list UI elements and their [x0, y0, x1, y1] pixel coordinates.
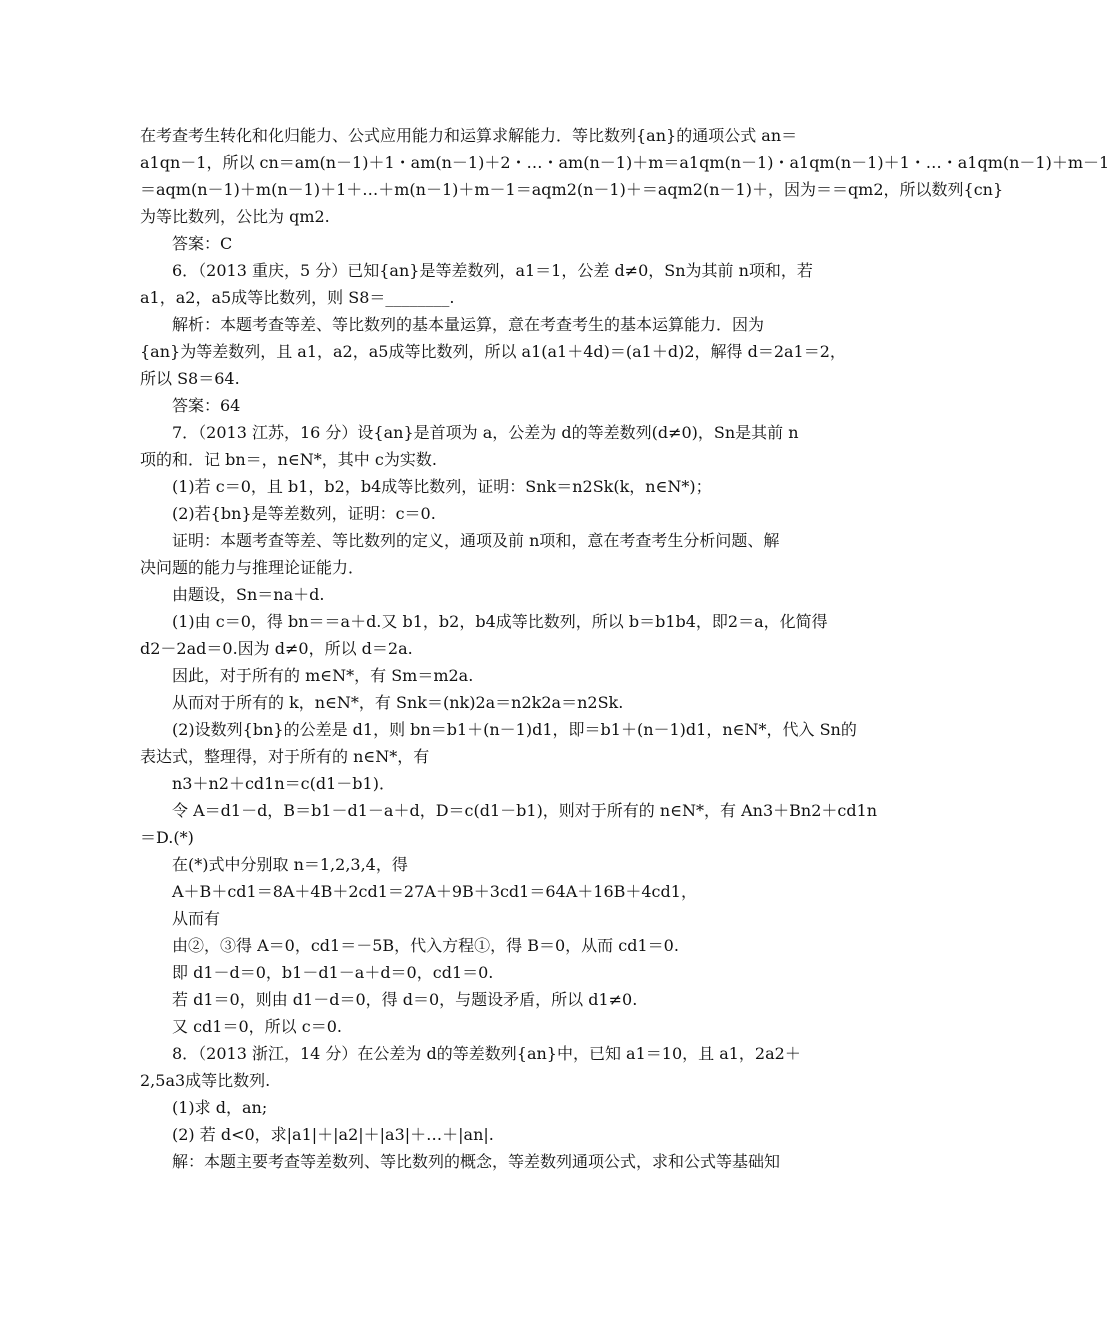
- text-line: 项的和．记 bn＝，n∈N*，其中 c为实数.: [140, 450, 437, 469]
- solution-line: 解析：本题考查等差、等比数列的基本量运算，意在考查考生的基本运算能力．因为: [172, 315, 765, 334]
- text-line: 在考查考生转化和化归能力、公式应用能力和运算求解能力．等比数列{an}的通项公式 an＝: [140, 126, 798, 145]
- text-line: n3＋n2＋cd1n＝c(d1－b1)．: [172, 774, 395, 793]
- text-line: 令 A＝d1－d，B＝b1－d1－a＋d，D＝c(d1－b1)，则对于所有的 n∈N*，有 An3＋Bn2＋cd1n: [172, 801, 878, 820]
- question-8: 8．（2013 浙江，14 分）在公差为 d的等差数列{an}中，已知 a1＝10，且 a1，2a2＋: [172, 1044, 801, 1063]
- answer-line: 答案：C: [172, 234, 233, 253]
- text-line: a1qn－1，所以 cn＝am(n－1)＋1・am(n－1)＋2・…・am(n－1)＋m＝a1qm(n－1)・a1qm(n－1)＋1・…・a1qm(n－1)＋m－1: [140, 153, 1109, 172]
- text-line: (2)若{bn}是等差数列，证明：c＝0.: [172, 504, 436, 523]
- text-line: 由②，③得 A＝0，cd1＝－5B，代入方程①，得 B＝0，从而 cd1＝0.: [172, 936, 679, 955]
- text-line: a1，a2，a5成等比数列，则 S8＝________.: [140, 288, 455, 307]
- answer-line: 答案：64: [172, 396, 241, 415]
- text-line: (2)设数列{bn}的公差是 d1，则 bn＝b1＋(n－1)d1，即＝b1＋(n－1)d1，n∈N*，代入 Sn的: [172, 720, 857, 739]
- text-line: 2,5a3成等比数列.: [140, 1071, 271, 1090]
- text-line: 在(*)式中分别取 n＝1,2,3,4，得: [172, 855, 408, 874]
- text-line: 为等比数列，公比为 qm2.: [140, 207, 330, 226]
- text-line: 表达式，整理得，对于所有的 n∈N*，有: [140, 747, 430, 766]
- text-line: 因此，对于所有的 m∈N*，有 Sm＝m2a.: [172, 666, 474, 685]
- text-line: 决问题的能力与推理论证能力．: [140, 558, 365, 577]
- proof-line: 证明：本题考查等差、等比数列的定义，通项及前 n项和，意在考查考生分析问题、解: [172, 531, 780, 550]
- text-line: A＋B＋cd1＝8A＋4B＋2cd1＝27A＋9B＋3cd1＝64A＋16B＋4cd1，: [172, 882, 697, 901]
- text-line: ＝aqm(n－1)＋m(n－1)＋1＋…＋m(n－1)＋m－1＝aqm2(n－1)＋＝aqm2(n－1)＋，因为＝＝qm2，所以数列{cn}: [140, 180, 1004, 199]
- text-line: 若 d1＝0，则由 d1－d＝0，得 d＝0，与题设矛盾，所以 d1≠0.: [172, 990, 638, 1009]
- text-line: (1)由 c＝0，得 bn＝＝a＋d.又 b1，b2，b4成等比数列，所以 b＝b1b4，即2＝a，化简得: [172, 612, 828, 631]
- text-line: 所以 S8＝64.: [140, 369, 240, 388]
- question-7: 7．（2013 江苏，16 分）设{an}是首项为 a，公差为 d的等差数列(d≠0)，Sn是其前 n: [172, 423, 799, 442]
- text-line: (2) 若 d<0，求|a1|＋|a2|＋|a3|＋…＋|an|.: [172, 1125, 494, 1144]
- text-line: {an}为等差数列，且 a1，a2，a5成等比数列，所以 a1(a1＋4d)＝(a1＋d)2，解得 d＝2a1＝2，: [140, 342, 846, 361]
- text-line: 又 cd1＝0，所以 c＝0.: [172, 1017, 342, 1036]
- text-line: ＝D.(*): [140, 828, 194, 847]
- question-6: 6．（2013 重庆，5 分）已知{an}是等差数列，a1＝1，公差 d≠0，Sn为其前 n项和，若: [172, 261, 813, 280]
- text-line: d2－2ad＝0.因为 d≠0，所以 d＝2a.: [140, 639, 413, 658]
- text-line: 从而对于所有的 k，n∈N*，有 Snk＝(nk)2a＝n2k2a＝n2Sk.: [172, 693, 624, 712]
- text-line: 从而有: [172, 909, 221, 928]
- text-line: (1)若 c＝0，且 b1，b2，b4成等比数列，证明：Snk＝n2Sk(k，n∈N*)；: [172, 477, 712, 496]
- text-line: 解：本题主要考查等差数列、等比数列的概念，等差数列通项公式，求和公式等基础知: [172, 1152, 781, 1171]
- text-line: 即 d1－d＝0，b1－d1－a＋d＝0，cd1＝0.: [172, 963, 494, 982]
- text-line: (1)求 d，an;: [172, 1098, 268, 1117]
- text-line: 由题设，Sn＝na＋d.: [172, 585, 325, 604]
